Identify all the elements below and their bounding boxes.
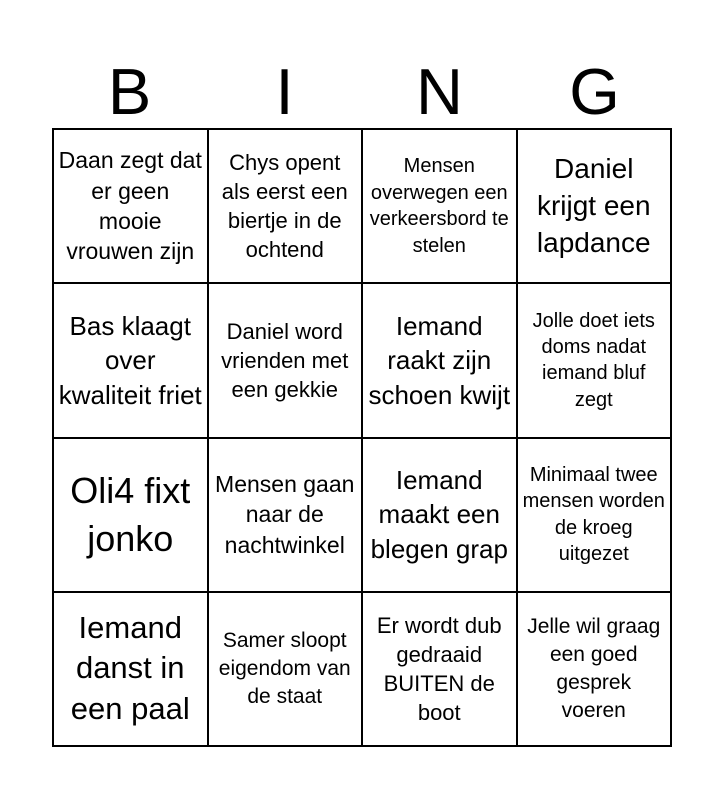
bingo-cell-text: Chys opent als eerst een biertje in de ochtend (221, 150, 348, 263)
bingo-cell-text: Daniel krijgt een lapdance (536, 152, 651, 258)
header-letter-i: I (275, 55, 294, 128)
bingo-cell-r3c4[interactable] (517, 438, 672, 592)
bingo-cell-text: Er wordt dub gedraaid BUITEN de boot (376, 612, 502, 725)
bingo-cell-text: Mensen overwegen een verkeersbord te stelen (369, 155, 509, 257)
header-letter-n: N (416, 55, 463, 128)
header-letter-g: G (569, 55, 620, 128)
bingo-cell-r2c3[interactable] (362, 283, 517, 437)
bingo-grid (52, 128, 672, 747)
bingo-cell-text: Samer sloopt eigendom van de staat (218, 629, 351, 708)
bingo-cell-text: Minimaal twee mensen worden de kroeg uitgezet (522, 463, 665, 566)
bingo-cell-r3c1[interactable] (53, 438, 208, 592)
bingo-cell-r2c1[interactable] (53, 283, 208, 437)
bingo-cell-text: Jelle wil graag een goed gesprek voeren (527, 615, 661, 722)
bingo-cell-r3c2[interactable] (208, 438, 363, 592)
header-letter-b: B (107, 55, 152, 128)
bingo-cell-r2c2[interactable] (208, 283, 363, 437)
bingo-cell-r4c1[interactable] (53, 592, 208, 746)
bingo-cell-r1c4[interactable] (517, 129, 672, 283)
bingo-cell-r1c1[interactable] (53, 129, 208, 283)
bingo-cell-r3c3[interactable] (362, 438, 517, 592)
bingo-cell-r2c4[interactable] (517, 283, 672, 437)
bingo-cell-r4c2[interactable] (208, 592, 363, 746)
bingo-cell-r4c4[interactable] (517, 592, 672, 746)
bingo-cell-r4c3[interactable] (362, 592, 517, 746)
bingo-cell-text: Oli4 fixt jonko (70, 470, 191, 559)
bingo-cell-text: Mensen gaan naar de nachtwinkel (215, 471, 355, 558)
bingo-cell-text: Iemand danst in een paal (70, 609, 190, 727)
bingo-cell-text: Iemand maakt een blegen grap (370, 465, 508, 564)
bingo-cell-text: Daniel word vrienden met een gekkie (221, 318, 349, 402)
bingo-header (52, 0, 672, 128)
bingo-cell-text: Iemand raakt zijn schoen kwijt (368, 310, 511, 410)
bingo-cell-r1c3[interactable] (362, 129, 517, 283)
bingo-cell-text: Bas klaagt over kwaliteit friet (58, 310, 202, 410)
bingo-cell-text: Daan zegt dat er geen mooie vrouwen zijn (58, 147, 202, 265)
bingo-cell-text: Jolle doet iets doms nadat iemand bluf zegt (532, 309, 655, 411)
bingo-cell-r1c2[interactable] (208, 129, 363, 283)
